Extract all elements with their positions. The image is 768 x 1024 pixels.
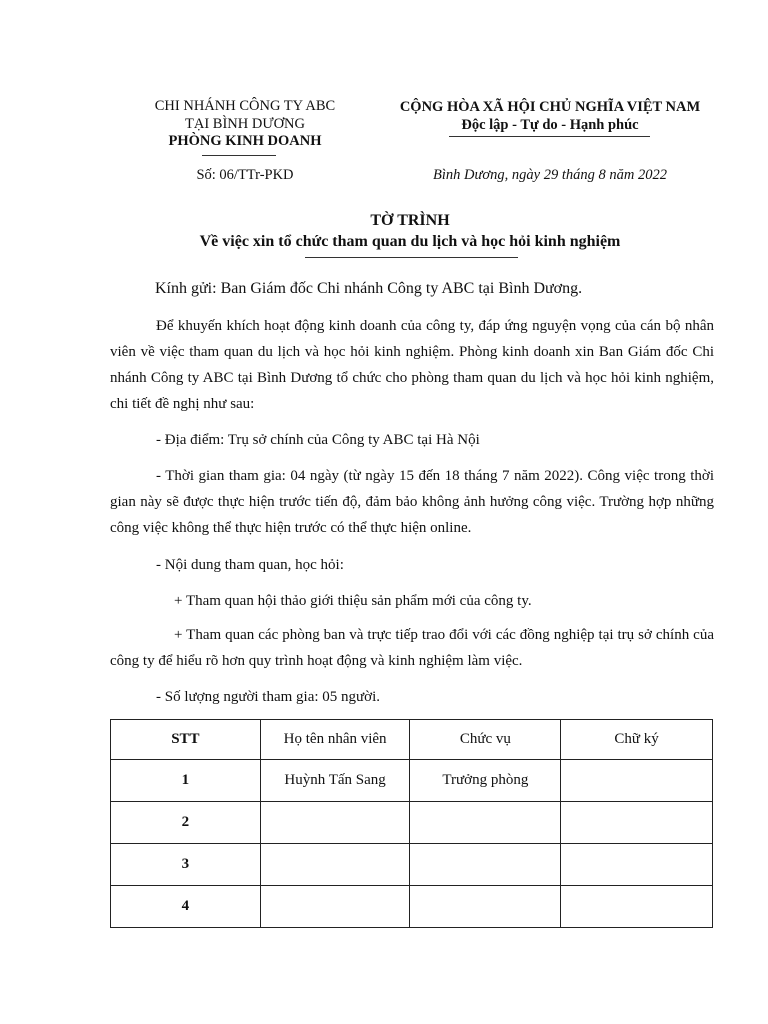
cell-stt: 2 [111, 802, 261, 844]
intro-paragraph: Để khuyến khích hoạt động kinh doanh của công ty, đáp ứng nguyện vọng của cán bộ nhân viên về việc tham quan du lịch và học hỏi kinh nghiệm. Phòng kinh doanh xin Ban Giám đốc Chi nhánh Công ty ABC tại Bình Dương tổ chức cho phòng tham quan du lịch và học hỏi kinh nghiệm, chi tiết đề nghị như sau: [110, 318, 714, 412]
content-label: - Nội dung tham quan, học hỏi: [156, 557, 344, 573]
cell-signature [561, 760, 713, 802]
document-number: Số: 06/TTr-PKD [196, 167, 294, 183]
org-location: TẠI BÌNH DƯƠNG [185, 115, 305, 132]
participants-line: - Số lượng người tham gia: 05 người. [156, 689, 381, 705]
cell-position [410, 886, 561, 928]
header-stt: STT [111, 720, 261, 760]
org-header [120, 98, 370, 151]
table-row [111, 802, 713, 844]
org-header-underline [202, 155, 276, 156]
cell-stt: 3 [111, 844, 261, 886]
national-header [380, 98, 720, 134]
cell-employee-name [260, 886, 410, 928]
motto-underline [449, 136, 650, 137]
org-name: CHI NHÁNH CÔNG TY ABC [154, 98, 336, 114]
cell-employee-name: Huỳnh Tấn Sang [260, 760, 410, 802]
cell-stt: 1 [111, 760, 261, 802]
table-row [111, 760, 713, 802]
document-title: TỜ TRÌNH [370, 212, 450, 229]
cell-stt: 4 [111, 886, 261, 928]
cell-employee-name [260, 802, 410, 844]
cell-employee-name [260, 844, 410, 886]
location-line: - Địa điểm: Trụ sở chính của Công ty ABC tại Hà Nội [156, 432, 480, 448]
header-signature: Chữ ký [561, 720, 713, 760]
national-title: CỘNG HÒA XÃ HỘI CHỦ NGHĨA VIỆT NAM [399, 99, 701, 115]
table-header-row [111, 720, 713, 760]
cell-position [410, 844, 561, 886]
table-row [111, 844, 713, 886]
header-employee-name: Họ tên nhân viên [260, 720, 410, 760]
content-item-1: + Tham quan hội thảo giới thiệu sản phẩm mới của công ty. [174, 593, 532, 609]
content-item-2: + Tham quan các phòng ban và trực tiếp trao đổi với các đồng nghiệp tại trụ sở chính của công ty để hiểu rõ hơn quy trình hoạt động và kinh nghiệm làm việc. [110, 627, 714, 669]
cell-signature [561, 844, 713, 886]
subtitle-underline [305, 257, 518, 258]
recipient-line: Kính gửi: Ban Giám đốc Chi nhánh Công ty ABC tại Bình Dương. [155, 280, 583, 297]
header-position: Chức vụ [410, 720, 561, 760]
table-row [111, 886, 713, 928]
national-motto: Độc lập - Tự do - Hạnh phúc [461, 117, 639, 133]
place-date: Bình Dương, ngày 29 tháng 8 năm 2022 [433, 167, 667, 183]
document-subtitle: Về việc xin tổ chức tham quan du lịch và học hỏi kinh nghiệm [199, 233, 621, 250]
cell-signature [561, 886, 713, 928]
department-name: PHÒNG KINH DOANH [168, 133, 322, 149]
staff-table [110, 719, 713, 928]
cell-signature [561, 802, 713, 844]
cell-position [410, 802, 561, 844]
duration-paragraph: - Thời gian tham gia: 04 ngày (từ ngày 15 đến 18 tháng 7 năm 2022). Công việc trong thời gian này sẽ được thực hiện trước tiến độ, đảm bảo không ảnh hưởng công việc. Trường hợp những công việc không thể thực hiện trước có thể thực hiện online. [110, 468, 714, 536]
cell-position: Trưởng phòng [410, 760, 561, 802]
